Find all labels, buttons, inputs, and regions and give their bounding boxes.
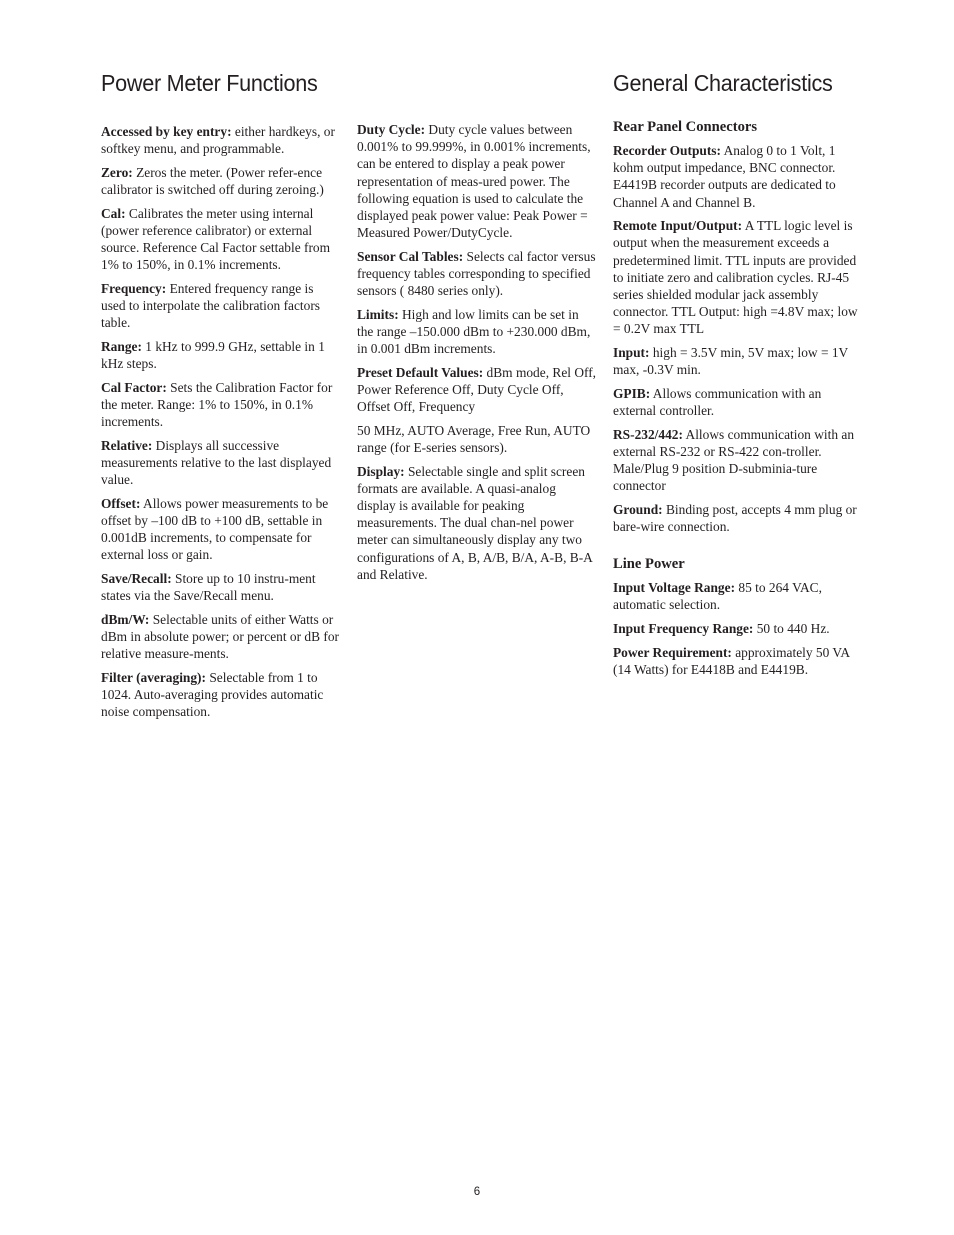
subheading-rear-panel-connectors: Rear Panel Connectors (613, 119, 758, 135)
spec-cal-factor (101, 379, 341, 431)
spec-rs-232-442 (613, 426, 863, 495)
spec-text: A TTL logic level is output when the measurement exceeds a predetermined limit. TTL inputs are provided to initiate zero and calibration cycles. RJ-45 series shielded modular jack assembly connector. TTL Output: high =4.8V max; low = 0.2V max TTL (613, 218, 858, 337)
spec-offset (101, 495, 341, 564)
spec-input-frequency-range (613, 620, 863, 637)
spec-limits (357, 306, 597, 358)
spec-preset-default-values (357, 364, 597, 416)
spec-term: Accessed by key entry: (101, 124, 232, 139)
spec-term: Cal Factor: (101, 379, 167, 395)
spec-term: Input Voltage Range: (613, 580, 736, 596)
spec-term: Duty Cycle: (357, 122, 426, 137)
spec-term: Frequency: (101, 280, 167, 296)
spec-input-voltage-range (613, 579, 863, 613)
spec-text: Duty cycle values between 0.001% to 99.999%, in 0.001% increments, can be entered to display a peak power representation of meas-ured power. The following equation is used to calculate the displayed peak power value: Peak Power = Measured Power/DutyCycle. (357, 122, 591, 241)
spec-text: Allows communication with an external RS-232 or RS-422 con-troller. Male/Plug 9 position D-subminia-ture connector (613, 426, 855, 494)
spec-accessed-by-key-entry (101, 123, 341, 157)
spec-term: Save/Recall: (101, 570, 172, 586)
spec-text: Binding post, accepts 4 mm plug or bare-wire connection. (613, 501, 857, 535)
spec-dbm-w (101, 611, 341, 663)
spec-recorder-outputs (613, 142, 863, 211)
spec-filter-averaging (101, 669, 341, 721)
spec-relative (101, 437, 341, 489)
spec-text: 50 MHz, AUTO Average, Free Run, AUTO range (for E-series sensors). (357, 422, 591, 456)
spec-text: Entered frequency range is used to interpolate the calibration factors table. (101, 280, 321, 331)
spec-term: Limits: (357, 306, 399, 322)
spec-term: Cal: (101, 205, 126, 221)
spec-term: Zero: (101, 164, 133, 180)
spec-text: 1 kHz to 999.9 GHz, settable in 1 kHz steps. (101, 338, 325, 371)
spec-term: Preset Default Values: (357, 364, 484, 380)
spec-term: Filter (averaging): (101, 669, 206, 685)
column-power-meter-functions-2 (357, 121, 597, 589)
spec-text: Displays all successive measurements relative to the last displayed value. (101, 437, 332, 487)
spec-term: Input Frequency Range: (613, 621, 754, 637)
spec-text: Selectable from 1 to 1024. Auto-averaging provides automatic noise compensation. (101, 669, 324, 719)
spec-text: Selects cal factor versus frequency tables corresponding to specified sensors ( 8480 series only). (357, 248, 596, 299)
section-title-power-meter-functions: Power Meter Functions (101, 70, 318, 96)
spec-text: Analog 0 to 1 Volt, 1 kohm output impedance, BNC connector. E4419B recorder outputs are dedicated to Channel A and Channel B. (613, 143, 836, 210)
spec-text: approximately 50 VA (14 Watts) for E4418B and E4419B. (613, 644, 850, 677)
column-power-meter-functions-1 (101, 123, 341, 727)
spec-save-recall (101, 570, 341, 604)
section-title-general-characteristics: General Characteristics (613, 70, 833, 96)
spec-text: Allows power measurements to be offset by –100 dB to +100 dB, settable in 0.001dB increments, to compensate for external loss or gain. (101, 495, 329, 563)
spec-term: dBm/W: (101, 611, 150, 627)
spec-text: Sets the Calibration Factor for the meter. Range: 1% to 150%, in 0.1% increments. (101, 379, 333, 429)
spec-term: Relative: (101, 437, 153, 453)
spec-term: Sensor Cal Tables: (357, 248, 464, 264)
spec-term: GPIB: (613, 385, 651, 401)
spec-term: Offset: (101, 495, 141, 511)
spec-cal (101, 205, 341, 274)
spec-remote-input-output (613, 217, 863, 337)
spec-display (357, 463, 597, 583)
spec-term: Display: (357, 463, 405, 479)
subheading-line-power: Line Power (613, 556, 685, 573)
spec-text: Store up to 10 instru-ment states via the Save/Recall menu. (101, 570, 316, 603)
spec-term: Remote Input/Output: (613, 218, 743, 234)
spec-text: dBm mode, Rel Off, Power Reference Off, Duty Cycle Off, Offset Off, Frequency (357, 364, 597, 415)
spec-text: Selectable single and split screen formats are available. A quasi-analog display is available for peaking measurements. The dual chan-nel power meter can simultaneously display any two configurations of A, B, A/B, B/A, A-B, B-A and Relative. (357, 463, 593, 582)
spec-term: Range: (101, 338, 142, 354)
spec-text: 50 to 440 Hz. (753, 621, 830, 637)
spec-term: Recorder Outputs: (613, 143, 721, 158)
spec-duty-cycle (357, 121, 597, 241)
spec-text: high = 3.5V min, 5V max; low = 1V max, -0.3V min. (613, 345, 848, 378)
page-number: 6 (473, 1186, 481, 1198)
spec-preset-default-values-continued (357, 422, 597, 456)
column-general-characteristics (613, 118, 863, 684)
spec-range (101, 338, 341, 372)
spec-gpib (613, 385, 863, 419)
spec-text: either hardkeys, or softkey menu, and programmable. (101, 124, 335, 157)
spec-text: Allows communication with an external controller. (613, 385, 822, 419)
spec-text: High and low limits can be set in the range –150.000 dBm to +230.000 dBm, in 0.001 dBm increments. (357, 306, 591, 357)
spec-zero (101, 164, 341, 198)
spec-term: Power Requirement: (613, 644, 732, 660)
spec-input (613, 344, 863, 378)
spec-sensor-cal-tables (357, 248, 597, 300)
spec-frequency (101, 280, 341, 332)
spec-text: Calibrates the meter using internal (power reference calibrator) or external source. Reference Cal Factor settable from 1% to 150%, in 0.1% increments. (101, 205, 331, 273)
spec-term: Input: (613, 345, 650, 361)
spec-term: RS-232/442: (613, 426, 683, 442)
spec-text: Zeros the meter. (Power refer-ence calibrator is switched off during zeroing.) (101, 164, 324, 197)
spec-term: Ground: (613, 501, 663, 517)
spec-text: Selectable units of either Watts or dBm in absolute power; or percent or dB for relative measure-ments. (101, 611, 339, 661)
spec-ground (613, 501, 863, 535)
spec-power-requirement (613, 644, 863, 678)
spec-text: 85 to 264 VAC, automatic selection. (613, 580, 822, 613)
